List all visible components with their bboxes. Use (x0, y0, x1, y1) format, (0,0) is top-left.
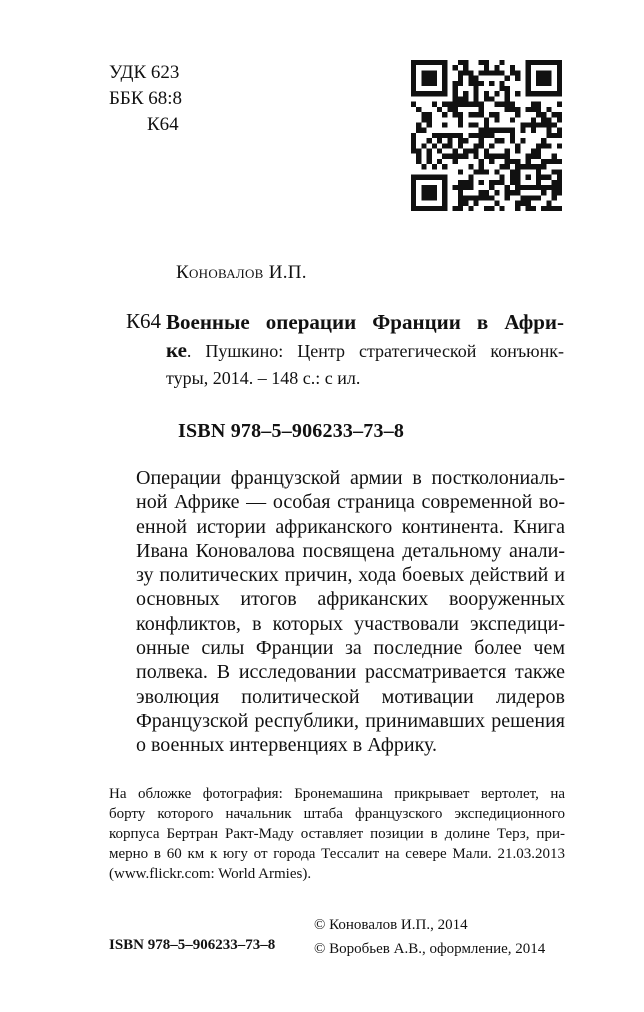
annotation-line: онные силы Франции за последние более чем (136, 637, 565, 660)
cover-note (109, 784, 565, 884)
cover-note-line: мерно в 60 км к югу от города Тессалит на севере Мали. 21.03.2013 (109, 846, 565, 862)
copyright-author: © Коновалов И.П., 2014 (314, 917, 468, 933)
annotation-line: Французской республики, принимавших решения (136, 709, 565, 732)
cover-note-line: корпуса Бертран Ракт-Маду оставляет позиции в долине Терз, при- (109, 826, 565, 842)
bbk-code: ББК 68:8 (109, 88, 183, 109)
book-title-end: ке (166, 338, 187, 362)
annotation-line: Ивана Коновалова посвящена детальному анали- (136, 539, 565, 562)
annotation-line: о военных интервенциях в Африку. (136, 734, 438, 757)
entry-code: К64 (126, 309, 162, 333)
copyright-design: © Воробьев А.В., оформление, 2014 (314, 941, 546, 957)
bibliographic-entry (166, 309, 564, 392)
annotation-line: полвека. В исследовании рассматривается также (136, 661, 565, 684)
annotation-line: енной истории африканского континента. Книга (136, 515, 565, 538)
udk-code: УДК 623 (109, 62, 180, 83)
annotation-line: зу политических причин, хода боевых действий и (136, 564, 565, 587)
annotation-line: Операции французской армии в постколониаль- (136, 467, 565, 489)
book-title: Военные операции Франции в Афри- (166, 310, 564, 334)
cover-note-line: На обложке фотография: Бронемашина прикрывает вертолет, на (109, 786, 565, 802)
cover-note-line: (www.flickr.com: World Armies). (109, 866, 312, 882)
annotation-line: основных итогов африканских вооруженных (136, 588, 565, 611)
author-name: Коновалов И.П. (176, 262, 307, 283)
cover-note-line: борту которого начальник штаба французского экспедиционного (109, 806, 565, 822)
copyright-block (314, 913, 545, 961)
annotation-line: эволюция политической мотивации лидеров (136, 685, 565, 708)
author-mark: К64 (147, 114, 179, 135)
annotation-line: ной Африке — особая страница современной во- (136, 491, 565, 514)
annotation-line: конфликтов, в которых участвовали экспедици- (136, 612, 565, 635)
publisher-info: . Пушкино: Центр стратегической конъюнк- (186, 341, 564, 361)
isbn: ISBN 978–5–906233–73–8 (178, 420, 405, 442)
publisher-info-end: туры, 2014. – 148 с.: с ил. (166, 368, 361, 388)
qr-code-icon (411, 60, 562, 211)
annotation (136, 466, 565, 758)
isbn-bottom: ISBN 978–5–906233–73–8 (109, 937, 276, 953)
classification-codes (109, 60, 182, 138)
